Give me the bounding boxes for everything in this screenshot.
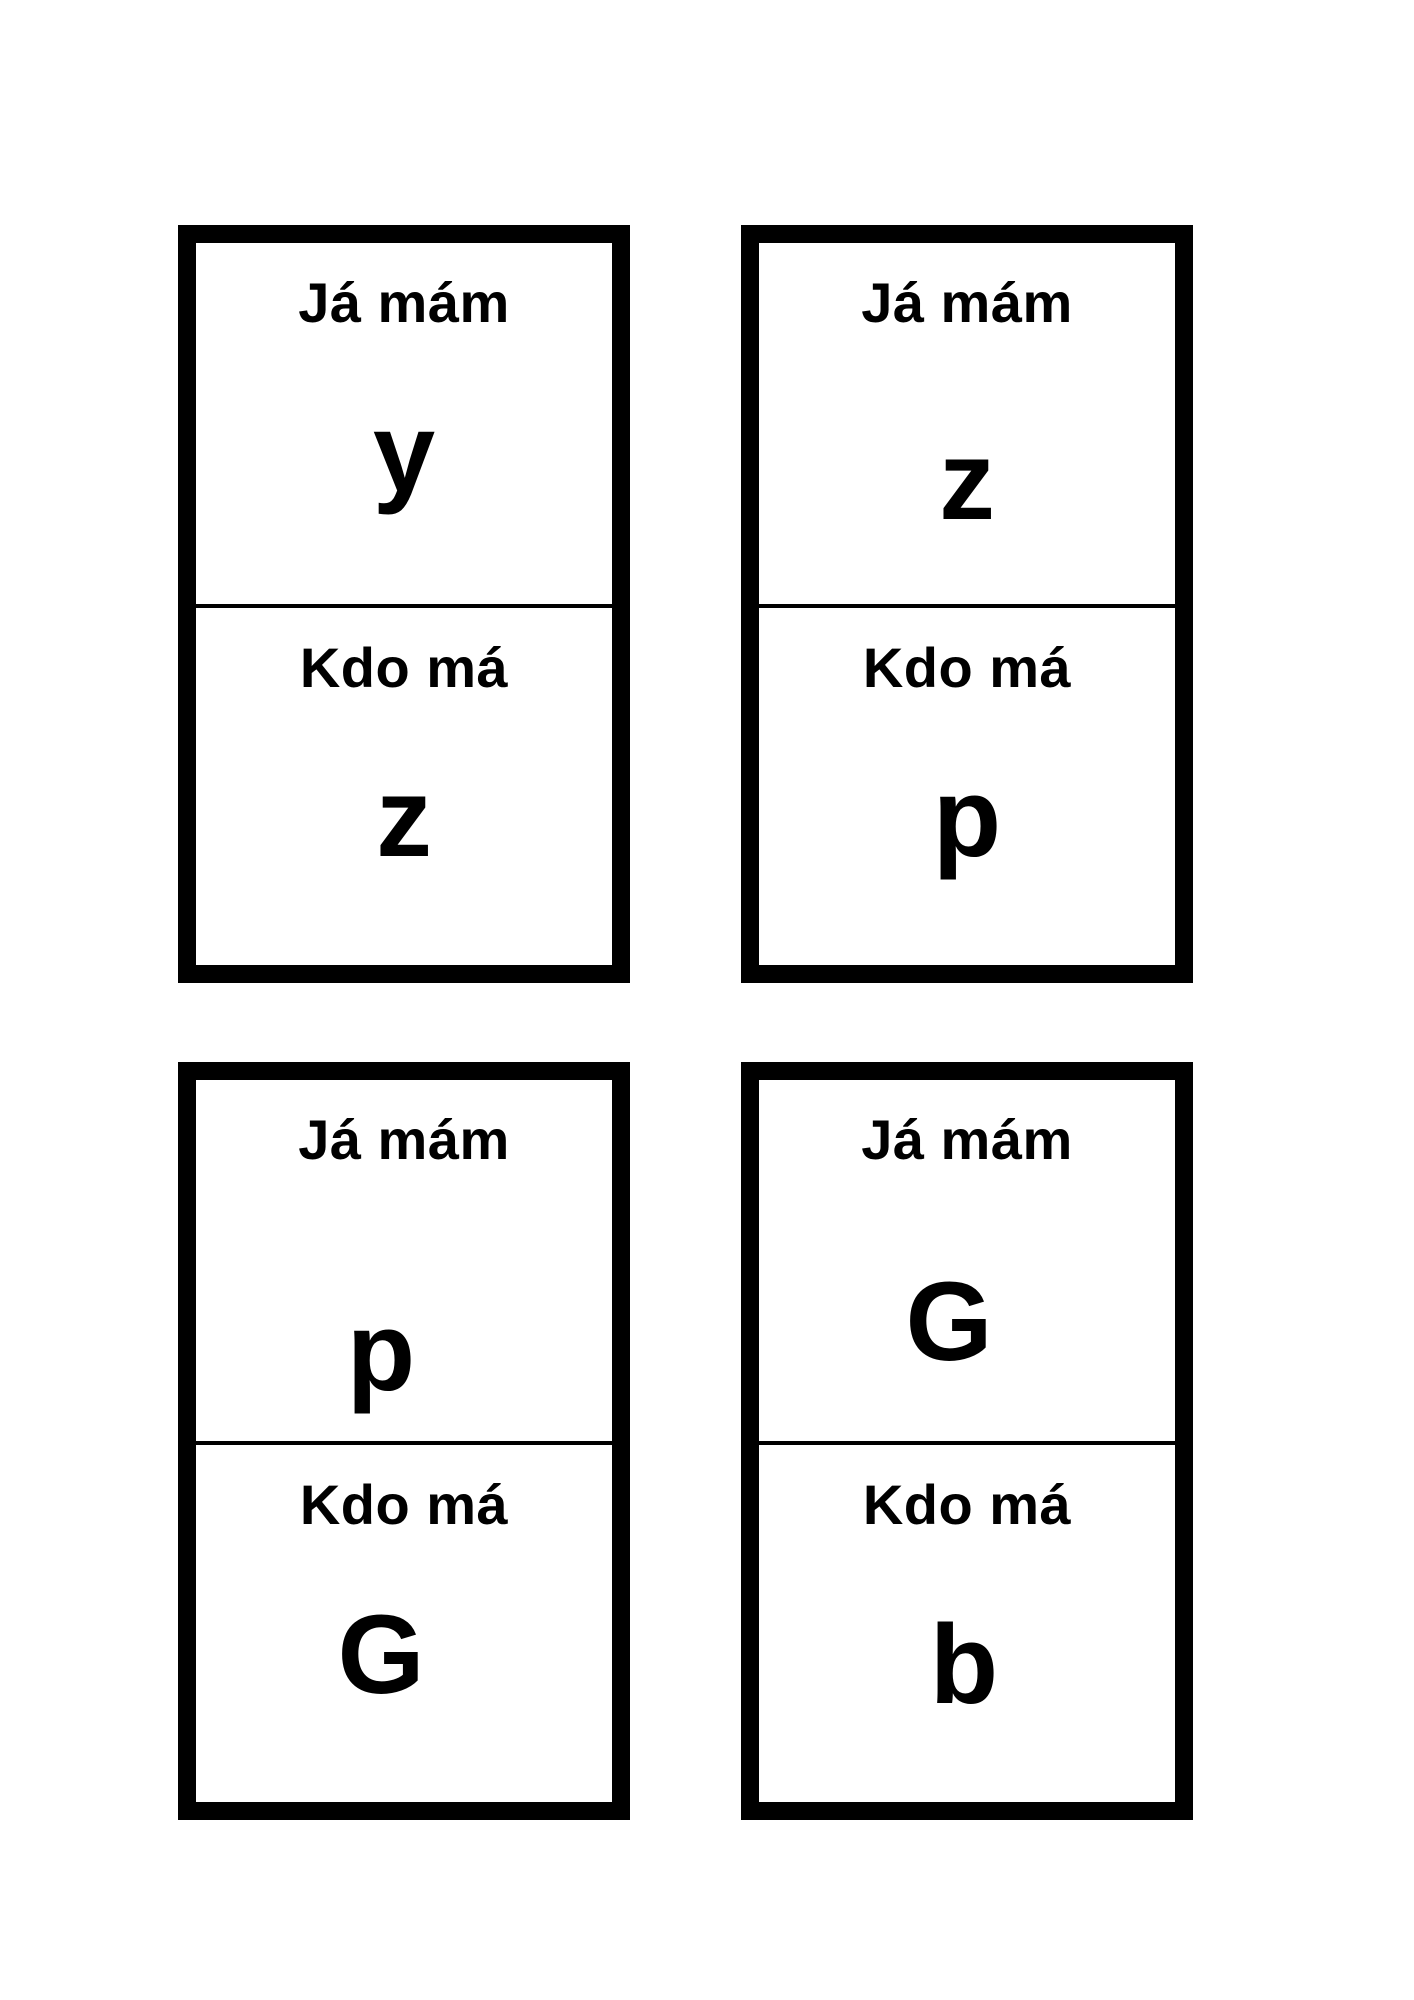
domino-card-2 xyxy=(741,225,1193,983)
who-has-label: Kdo má xyxy=(299,636,509,699)
i-have-label: Já mám xyxy=(298,1108,510,1171)
card-top-half xyxy=(759,1080,1175,1441)
who-has-label: Kdo má xyxy=(299,1473,509,1536)
i-have-letter: y xyxy=(372,390,436,515)
who-has-letter: z xyxy=(376,755,432,880)
i-have-label: Já mám xyxy=(861,1108,1073,1171)
card-top-half xyxy=(196,243,612,604)
card-bottom-half xyxy=(759,1445,1175,1806)
domino-card-4 xyxy=(741,1062,1193,1820)
who-has-letter: b xyxy=(929,1602,999,1727)
i-have-letter: p xyxy=(346,1289,416,1414)
i-have-label: Já mám xyxy=(298,271,510,334)
who-has-letter: G xyxy=(337,1592,425,1717)
card-bottom-half xyxy=(196,608,612,969)
who-has-letter: p xyxy=(932,755,1002,880)
card-top-half xyxy=(759,243,1175,604)
domino-card-1 xyxy=(178,225,630,983)
card-bottom-half xyxy=(196,1445,612,1806)
who-has-label: Kdo má xyxy=(862,636,1072,699)
who-has-label: Kdo má xyxy=(862,1473,1072,1536)
domino-card-3 xyxy=(178,1062,630,1820)
i-have-letter: z xyxy=(939,418,995,543)
card-top-half xyxy=(196,1080,612,1441)
card-bottom-half xyxy=(759,608,1175,969)
i-have-label: Já mám xyxy=(861,271,1073,334)
i-have-letter: G xyxy=(905,1259,993,1384)
